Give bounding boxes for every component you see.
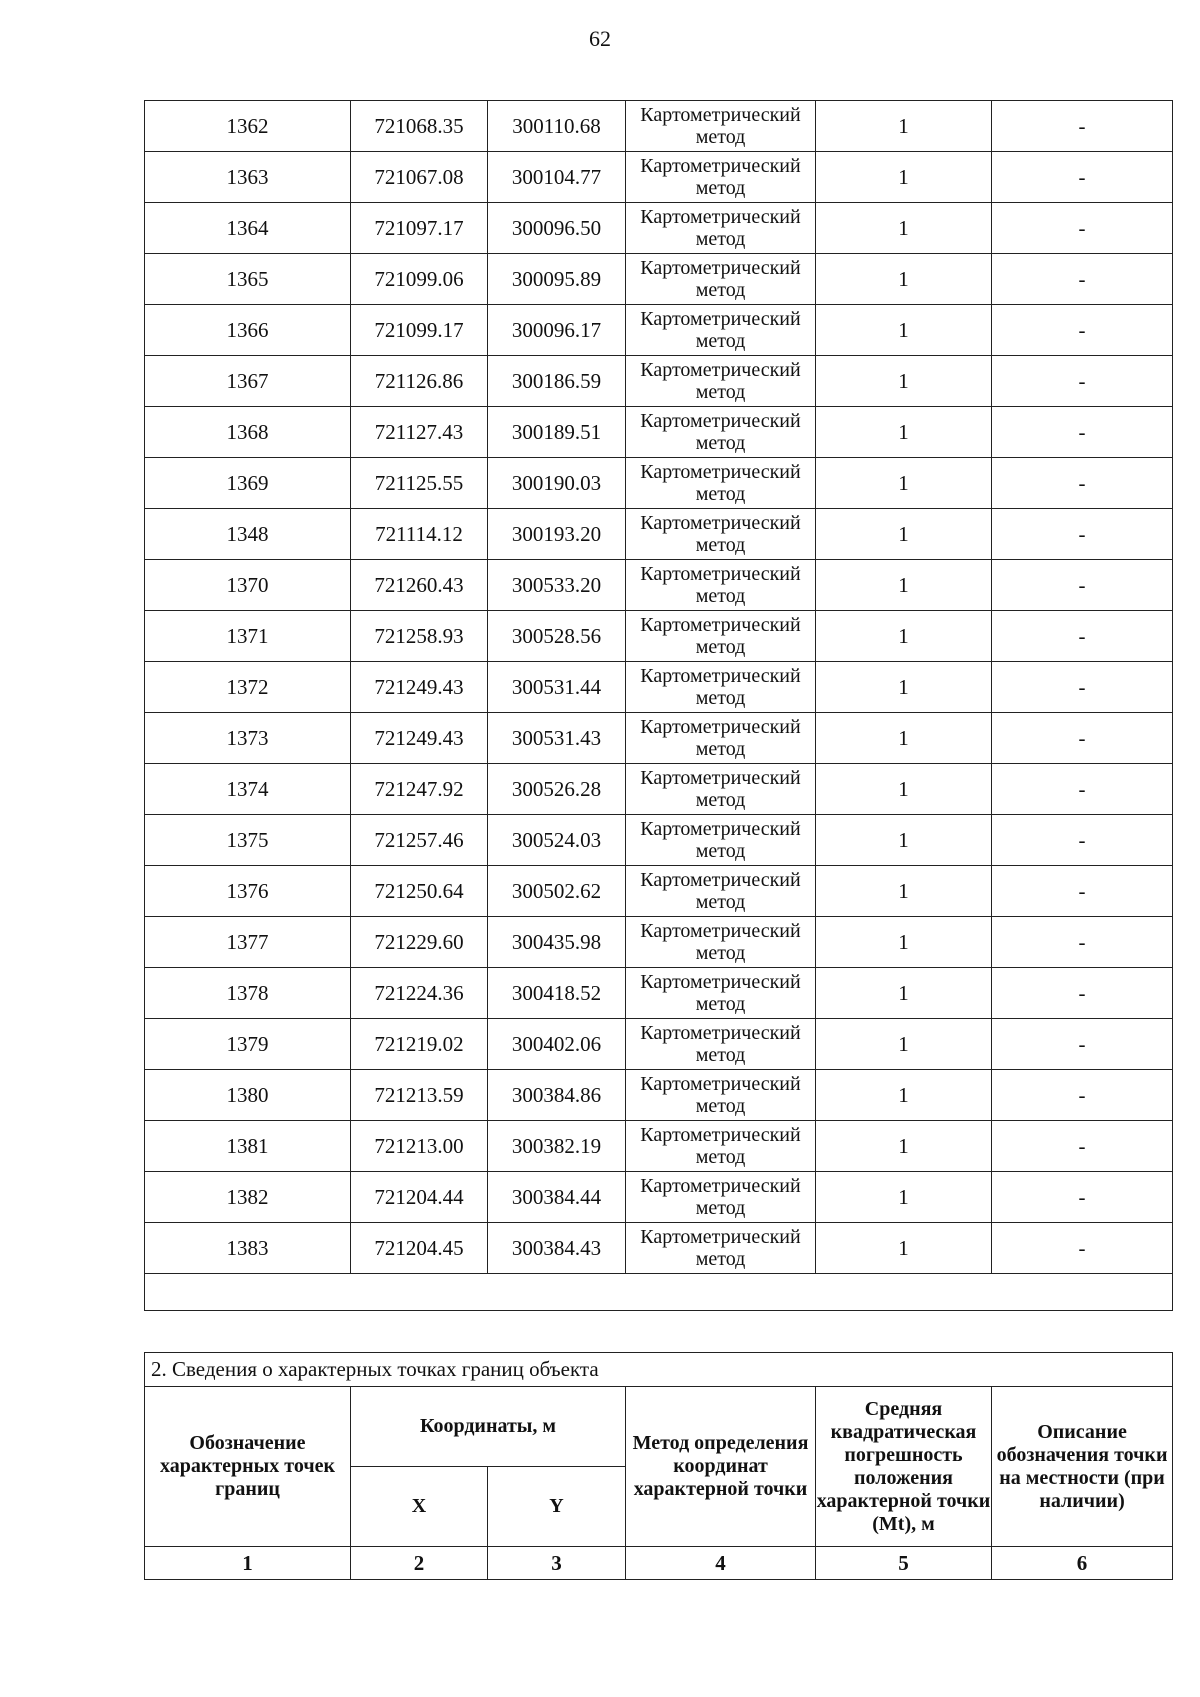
table-row	[145, 305, 1173, 356]
point-id-cell: 1366	[145, 305, 351, 356]
x-coordinate-cell: 721068.35	[351, 101, 488, 152]
description-cell: -	[992, 1019, 1173, 1070]
page-number: 62	[589, 26, 611, 51]
table-row	[145, 1172, 1173, 1223]
mt-cell: 1	[816, 917, 992, 968]
x-coordinate-cell: 721067.08	[351, 152, 488, 203]
y-coordinate-cell: 300526.28	[488, 764, 626, 815]
mt-cell: 1	[816, 1019, 992, 1070]
point-id-cell: 1370	[145, 560, 351, 611]
mt-cell: 1	[816, 1172, 992, 1223]
header-method: Метод определения координат характерной точки	[626, 1387, 816, 1547]
table-row	[145, 866, 1173, 917]
points-table	[144, 100, 1173, 1311]
table-row	[145, 917, 1173, 968]
description-cell: -	[992, 611, 1173, 662]
point-id-cell: 1379	[145, 1019, 351, 1070]
description-cell: -	[992, 1172, 1173, 1223]
description-cell: -	[992, 1223, 1173, 1274]
description-cell: -	[992, 203, 1173, 254]
mt-cell: 1	[816, 203, 992, 254]
point-id-cell: 1365	[145, 254, 351, 305]
description-cell: -	[992, 713, 1173, 764]
x-coordinate-cell: 721114.12	[351, 509, 488, 560]
points-table-body	[145, 101, 1173, 1311]
x-coordinate-cell: 721213.59	[351, 1070, 488, 1121]
column-number-5: 5	[816, 1547, 992, 1580]
method-cell: Картометрический метод	[626, 560, 816, 611]
description-cell: -	[992, 101, 1173, 152]
header-coordinates: Координаты, м	[351, 1387, 626, 1467]
description-cell: -	[992, 356, 1173, 407]
empty-cell	[145, 1274, 1173, 1311]
mt-cell: 1	[816, 101, 992, 152]
table-row	[145, 560, 1173, 611]
mt-cell: 1	[816, 866, 992, 917]
mt-cell: 1	[816, 152, 992, 203]
y-coordinate-cell: 300186.59	[488, 356, 626, 407]
x-coordinate-cell: 721224.36	[351, 968, 488, 1019]
method-cell: Картометрический метод	[626, 917, 816, 968]
description-cell: -	[992, 866, 1173, 917]
method-cell: Картометрический метод	[626, 611, 816, 662]
method-cell: Картометрический метод	[626, 1019, 816, 1070]
x-coordinate-cell: 721213.00	[351, 1121, 488, 1172]
section2-header-table	[144, 1352, 1173, 1580]
x-coordinate-cell: 721247.92	[351, 764, 488, 815]
method-cell: Картометрический метод	[626, 1121, 816, 1172]
description-cell: -	[992, 815, 1173, 866]
column-number-3: 3	[488, 1547, 626, 1580]
mt-cell: 1	[816, 611, 992, 662]
table-row	[145, 509, 1173, 560]
description-cell: -	[992, 917, 1173, 968]
point-id-cell: 1376	[145, 866, 351, 917]
description-cell: -	[992, 407, 1173, 458]
description-cell: -	[992, 560, 1173, 611]
x-coordinate-cell: 721099.17	[351, 305, 488, 356]
x-coordinate-cell: 721249.43	[351, 713, 488, 764]
y-coordinate-cell: 300435.98	[488, 917, 626, 968]
y-coordinate-cell: 300190.03	[488, 458, 626, 509]
table-row	[145, 662, 1173, 713]
x-coordinate-cell: 721125.55	[351, 458, 488, 509]
description-cell: -	[992, 509, 1173, 560]
method-cell: Картометрический метод	[626, 458, 816, 509]
point-id-cell: 1382	[145, 1172, 351, 1223]
x-coordinate-cell: 721257.46	[351, 815, 488, 866]
table-row	[145, 1121, 1173, 1172]
point-id-cell: 1371	[145, 611, 351, 662]
point-id-cell: 1362	[145, 101, 351, 152]
y-coordinate-cell: 300524.03	[488, 815, 626, 866]
mt-cell: 1	[816, 968, 992, 1019]
y-coordinate-cell: 300095.89	[488, 254, 626, 305]
column-number-1: 1	[145, 1547, 351, 1580]
y-coordinate-cell: 300384.44	[488, 1172, 626, 1223]
table-row	[145, 203, 1173, 254]
mt-cell: 1	[816, 509, 992, 560]
mt-cell: 1	[816, 254, 992, 305]
table-row	[145, 1070, 1173, 1121]
column-number-2: 2	[351, 1547, 488, 1580]
method-cell: Картометрический метод	[626, 356, 816, 407]
table-row	[145, 254, 1173, 305]
method-cell: Картометрический метод	[626, 509, 816, 560]
x-coordinate-cell: 721099.06	[351, 254, 488, 305]
table-row	[145, 611, 1173, 662]
table-row	[145, 407, 1173, 458]
method-cell: Картометрический метод	[626, 1223, 816, 1274]
method-cell: Картометрический метод	[626, 815, 816, 866]
method-cell: Картометрический метод	[626, 305, 816, 356]
section2-title: 2. Сведения о характерных точках границ объекта	[145, 1353, 1173, 1387]
method-cell: Картометрический метод	[626, 866, 816, 917]
point-id-cell: 1367	[145, 356, 351, 407]
table-row	[145, 101, 1173, 152]
table-row	[145, 968, 1173, 1019]
y-coordinate-cell: 300531.44	[488, 662, 626, 713]
y-coordinate-cell: 300533.20	[488, 560, 626, 611]
y-coordinate-cell: 300193.20	[488, 509, 626, 560]
method-cell: Картометрический метод	[626, 1172, 816, 1223]
description-cell: -	[992, 458, 1173, 509]
description-cell: -	[992, 764, 1173, 815]
table-row	[145, 1019, 1173, 1070]
mt-cell: 1	[816, 713, 992, 764]
method-cell: Картометрический метод	[626, 203, 816, 254]
description-cell: -	[992, 1121, 1173, 1172]
header-mt: Средняя квадратическая погрешность положения характерной точки (Mt), м	[816, 1387, 992, 1547]
point-id-cell: 1373	[145, 713, 351, 764]
y-coordinate-cell: 300382.19	[488, 1121, 626, 1172]
y-coordinate-cell: 300528.56	[488, 611, 626, 662]
y-coordinate-cell: 300096.50	[488, 203, 626, 254]
point-id-cell: 1348	[145, 509, 351, 560]
mt-cell: 1	[816, 560, 992, 611]
table-row	[145, 764, 1173, 815]
method-cell: Картометрический метод	[626, 662, 816, 713]
point-id-cell: 1363	[145, 152, 351, 203]
table-row	[145, 458, 1173, 509]
mt-cell: 1	[816, 815, 992, 866]
table-row	[145, 1223, 1173, 1274]
description-cell: -	[992, 254, 1173, 305]
table-row	[145, 815, 1173, 866]
method-cell: Картометрический метод	[626, 152, 816, 203]
y-coordinate-cell: 300384.86	[488, 1070, 626, 1121]
point-id-cell: 1380	[145, 1070, 351, 1121]
mt-cell: 1	[816, 1121, 992, 1172]
x-coordinate-cell: 721097.17	[351, 203, 488, 254]
method-cell: Картометрический метод	[626, 1070, 816, 1121]
point-id-cell: 1378	[145, 968, 351, 1019]
y-coordinate-cell: 300104.77	[488, 152, 626, 203]
column-number-4: 4	[626, 1547, 816, 1580]
point-id-cell: 1368	[145, 407, 351, 458]
table-row	[145, 152, 1173, 203]
mt-cell: 1	[816, 356, 992, 407]
y-coordinate-cell: 300096.17	[488, 305, 626, 356]
header-y: Y	[488, 1467, 626, 1547]
point-id-cell: 1372	[145, 662, 351, 713]
x-coordinate-cell: 721204.45	[351, 1223, 488, 1274]
x-coordinate-cell: 721258.93	[351, 611, 488, 662]
method-cell: Картометрический метод	[626, 407, 816, 458]
mt-cell: 1	[816, 305, 992, 356]
mt-cell: 1	[816, 1070, 992, 1121]
description-cell: -	[992, 968, 1173, 1019]
description-cell: -	[992, 662, 1173, 713]
mt-cell: 1	[816, 1223, 992, 1274]
point-id-cell: 1377	[145, 917, 351, 968]
x-coordinate-cell: 721260.43	[351, 560, 488, 611]
method-cell: Картометрический метод	[626, 764, 816, 815]
y-coordinate-cell: 300502.62	[488, 866, 626, 917]
point-id-cell: 1375	[145, 815, 351, 866]
method-cell: Картометрический метод	[626, 968, 816, 1019]
method-cell: Картометрический метод	[626, 713, 816, 764]
method-cell: Картометрический метод	[626, 254, 816, 305]
point-id-cell: 1381	[145, 1121, 351, 1172]
description-cell: -	[992, 1070, 1173, 1121]
x-coordinate-cell: 721250.64	[351, 866, 488, 917]
x-coordinate-cell: 721126.86	[351, 356, 488, 407]
header-point-designation: Обозначение характерных точек границ	[145, 1387, 351, 1547]
point-id-cell: 1369	[145, 458, 351, 509]
mt-cell: 1	[816, 662, 992, 713]
y-coordinate-cell: 300384.43	[488, 1223, 626, 1274]
x-coordinate-cell: 721127.43	[351, 407, 488, 458]
header-description: Описание обозначения точки на местности (при наличии)	[992, 1387, 1173, 1547]
description-cell: -	[992, 152, 1173, 203]
empty-row	[145, 1274, 1173, 1311]
y-coordinate-cell: 300402.06	[488, 1019, 626, 1070]
point-id-cell: 1374	[145, 764, 351, 815]
y-coordinate-cell: 300531.43	[488, 713, 626, 764]
table-row	[145, 713, 1173, 764]
y-coordinate-cell: 300110.68	[488, 101, 626, 152]
mt-cell: 1	[816, 764, 992, 815]
point-id-cell: 1383	[145, 1223, 351, 1274]
method-cell: Картометрический метод	[626, 101, 816, 152]
x-coordinate-cell: 721204.44	[351, 1172, 488, 1223]
table-row	[145, 356, 1173, 407]
point-id-cell: 1364	[145, 203, 351, 254]
column-number-6: 6	[992, 1547, 1173, 1580]
y-coordinate-cell: 300418.52	[488, 968, 626, 1019]
mt-cell: 1	[816, 407, 992, 458]
header-x: X	[351, 1467, 488, 1547]
y-coordinate-cell: 300189.51	[488, 407, 626, 458]
x-coordinate-cell: 721249.43	[351, 662, 488, 713]
x-coordinate-cell: 721219.02	[351, 1019, 488, 1070]
x-coordinate-cell: 721229.60	[351, 917, 488, 968]
mt-cell: 1	[816, 458, 992, 509]
description-cell: -	[992, 305, 1173, 356]
